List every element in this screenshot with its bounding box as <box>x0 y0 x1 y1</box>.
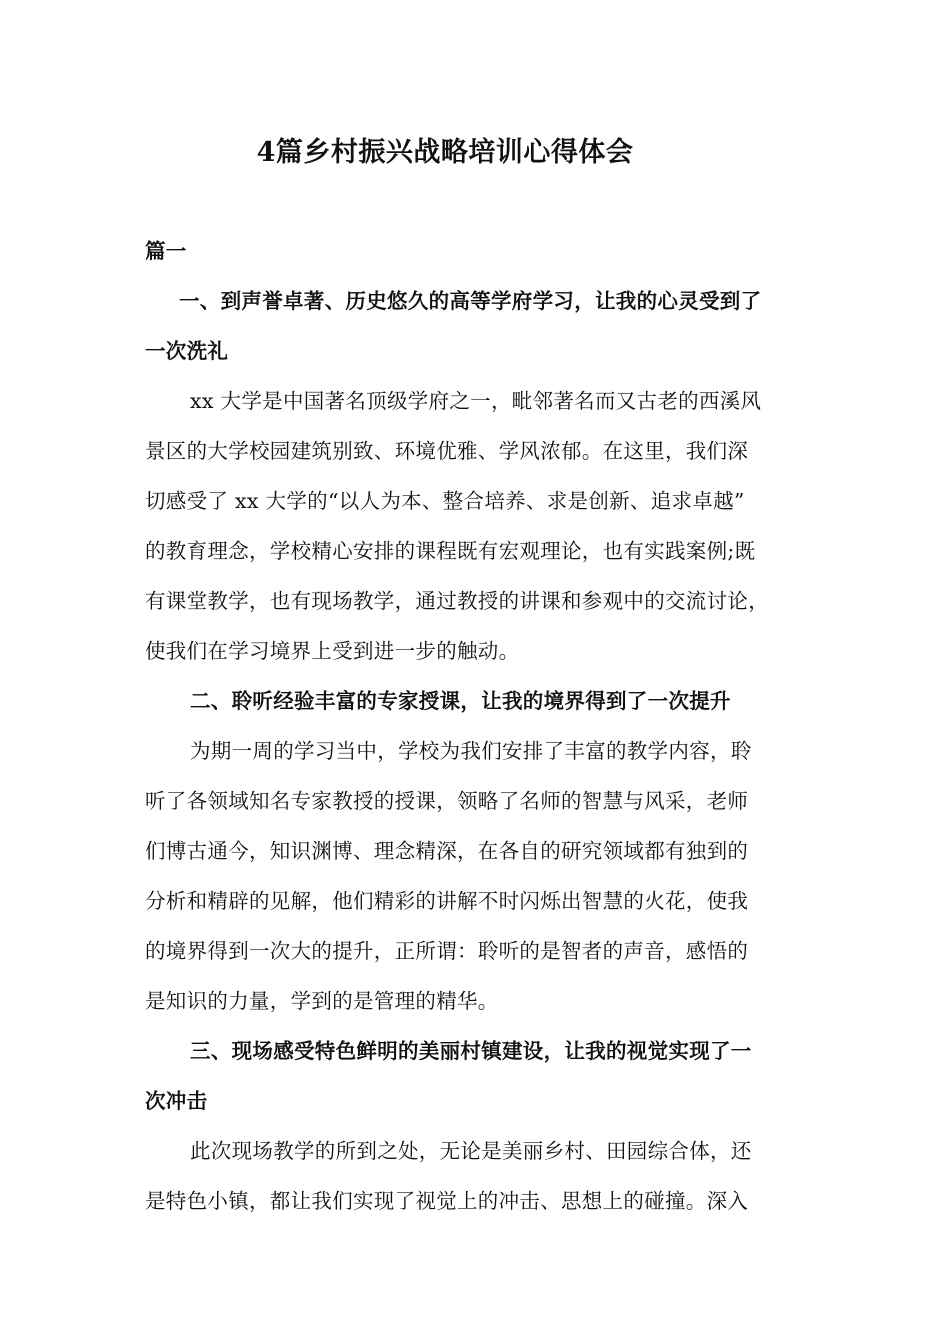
paragraph-1-line-6: 使我们在学习境界上受到进一步的触动。 <box>145 639 520 663</box>
paragraph-1-line-3: 切感受了 xx 大学的“以人为本、整合培养、求是创新、追求卓越” <box>145 489 745 513</box>
heading-3-line-2: 次冲击 <box>145 1089 208 1113</box>
heading-3-line-1: 三、现场感受特色鲜明的美丽村镇建设，让我的视觉实现了一 <box>190 1039 752 1063</box>
paragraph-1-line-1: xx 大学是中国著名顶级学府之一，毗邻著名而又古老的西溪风 <box>190 389 762 413</box>
paragraph-2-line-4: 分析和精辟的见解，他们精彩的讲解不时闪烁出智慧的火花，使我 <box>145 889 749 913</box>
document-body <box>145 226 825 1226</box>
heading-1-line-2: 一次洗礼 <box>145 339 229 363</box>
document-title: 4篇乡村振兴战略培训心得体会 <box>256 137 634 168</box>
paragraph-1-line-2: 景区的大学校园建筑别致、环境优雅、学风浓郁。在这里，我们深 <box>145 439 749 463</box>
paragraph-3-line-2: 是特色小镇，都让我们实现了视觉上的冲击、思想上的碰撞。深入 <box>145 1189 749 1213</box>
heading-2: 二、聆听经验丰富的专家授课，让我的境界得到了一次提升 <box>190 689 731 713</box>
section-label: 篇一 <box>145 239 187 263</box>
paragraph-2-line-6: 是知识的力量，学到的是管理的精华。 <box>145 989 499 1013</box>
paragraph-1-line-4: 的教育理念，学校精心安排的课程既有宏观理论，也有实践案例;既 <box>145 539 756 563</box>
paragraph-3-line-1: 此次现场教学的所到之处，无论是美丽乡村、田园综合体，还 <box>190 1139 752 1163</box>
paragraph-2-line-2: 听了各领域知名专家教授的授课，领略了名师的智慧与风采，老师 <box>145 789 749 813</box>
paragraph-2-line-5: 的境界得到一次大的提升，正所谓：聆听的是智者的声音，感悟的 <box>145 939 749 963</box>
paragraph-2-line-1: 为期一周的学习当中，学校为我们安排了丰富的教学内容，聆 <box>190 739 752 763</box>
paragraph-1-line-5: 有课堂教学，也有现场教学，通过教授的讲课和参观中的交流讨论， <box>145 589 769 613</box>
paragraph-2-line-3: 们博古通今，知识渊博、理念精深，在各自的研究领域都有独到的 <box>145 839 749 863</box>
heading-1-line-1: 一、到声誉卓著、历史悠久的高等学府学习，让我的心灵受到了 <box>179 289 762 313</box>
